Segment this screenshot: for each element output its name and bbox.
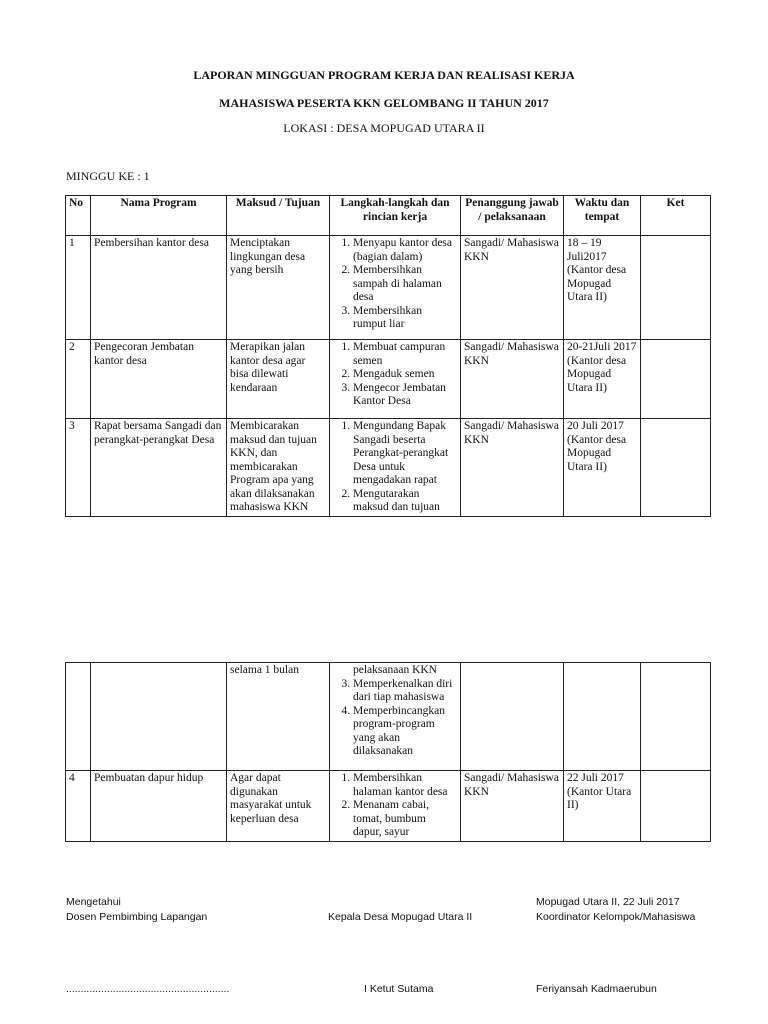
col-header: Waktu dan tempat [564,196,641,236]
row-program: Pembuatan dapur hidup [91,771,227,842]
row-purpose: selama 1 bulan [227,663,330,771]
row-steps [330,236,461,340]
row-pic: Sangadi/ Mahasiswa KKN [461,771,564,842]
step-item: 2. Mengaduk semen [353,368,457,382]
step-item: 1. Membersihkan halaman kantor desa [353,772,457,799]
table-header-row [66,196,711,236]
table-row [66,663,711,771]
row-no: 2 [66,340,91,419]
step-item: 2. Menanam cabai, tomat, bumbum dapur, sayur [353,799,457,840]
col-header: Maksud / Tujuan [227,196,330,236]
report-location: LOKASI : DESA MOPUGAD UTARA II [283,121,485,135]
row-ket [641,236,711,340]
row-program: Rapat bersama Sangadi dan perangkat-perangkat Desa [91,419,227,517]
row-purpose: Merapikan jalan kantor desa agar bisa dilewati kendaraan [227,340,330,419]
step-item: 3. Mengecor Jembatan Kantor Desa [353,382,457,409]
row-steps [330,340,461,419]
table-row [66,236,711,340]
col-header: Penanggung jawab / pelaksanaan [461,196,564,236]
table-row [66,419,711,517]
row-pic: Sangadi/ Mahasiswa KKN [461,340,564,419]
row-steps [330,419,461,517]
report-subtitle: MAHASISWA PESERTA KKN GELOMBANG II TAHUN 2017 [219,96,549,110]
row-pic: Sangadi/ Mahasiswa KKN [461,419,564,517]
row-no: 1 [66,236,91,340]
row-time: 20 Juli 2017 (Kantor desa Mopugad Utara II) [564,419,641,517]
sign-center-name: I Ketut Sutama [364,983,434,995]
col-header: Langkah-langkah dan rincian kerja [330,196,461,236]
row-steps [330,663,461,771]
step-item: 2. Membersihkan sampah di halaman desa [353,264,457,305]
row-no: 3 [66,419,91,517]
step-item: 2. Mengutarakan maksud dan tujuan [353,488,457,515]
sign-left-label: Mengetahui [66,896,121,908]
step-item: 1. Mengundang Bapak Sangadi beserta Perangkat-perangkat Desa untuk mengadakan rapat [353,420,457,488]
step-item: 1. Membuat campuran semen [353,341,457,368]
row-purpose: Membicarakan maksud dan tujuan KKN, dan membicarakan Program apa yang akan dilaksanakan mahasiswa KKN [227,419,330,517]
step-item: 4. Memperbincangkan program-program yang akan dilaksanakan [353,705,457,759]
row-program: Pengecoran Jembatan kantor desa [91,340,227,419]
report-table [65,195,711,517]
step-item: 3. Membersihkan rumput liar [353,305,457,332]
col-header: Nama Program [91,196,227,236]
row-no: 4 [66,771,91,842]
col-header: No [66,196,91,236]
row-purpose: Agar dapat digunakan masyarakat untuk keperluan desa [227,771,330,842]
report-table-continued [65,662,711,842]
row-program: Pembersihan kantor desa [91,236,227,340]
step-item: 1. Menyapu kantor desa (bagian dalam) [353,237,457,264]
col-header: Ket [641,196,711,236]
sign-left-name-line: ........................................................ [66,983,230,995]
sign-right-name: Feriyansah Kadmaerubun [536,983,657,995]
sign-left-title: Dosen Pembimbing Lapangan [66,911,208,923]
step-item: 3. Memperkenalkan diri dari tiap mahasiswa [353,678,457,705]
row-steps [330,771,461,842]
row-time: 22 Juli 2017 (Kantor Utara II) [564,771,641,842]
row-time: 18 – 19 Juli2017 (Kantor desa Mopugad Utara II) [564,236,641,340]
row-ket [641,340,711,419]
sign-right-date: Mopugad Utara II, 22 Juli 2017 [536,896,680,908]
sign-center-title: Kepala Desa Mopugad Utara II [328,911,473,923]
table-row [66,771,711,842]
row-ket [641,771,711,842]
sign-right-title: Koordinator Kelompok/Mahasiswa [536,911,696,923]
step-continuation: pelaksanaan KKN [353,664,437,676]
table-row [66,340,711,419]
row-ket [641,419,711,517]
row-purpose: Menciptakan lingkungan desa yang bersih [227,236,330,340]
row-pic: Sangadi/ Mahasiswa KKN [461,236,564,340]
week-label: MINGGU KE : 1 [66,169,150,183]
report-title: LAPORAN MINGGUAN PROGRAM KERJA DAN REALISASI KERJA [193,68,575,82]
row-time: 20-21Juli 2017 (Kantor desa Mopugad Utara II) [564,340,641,419]
